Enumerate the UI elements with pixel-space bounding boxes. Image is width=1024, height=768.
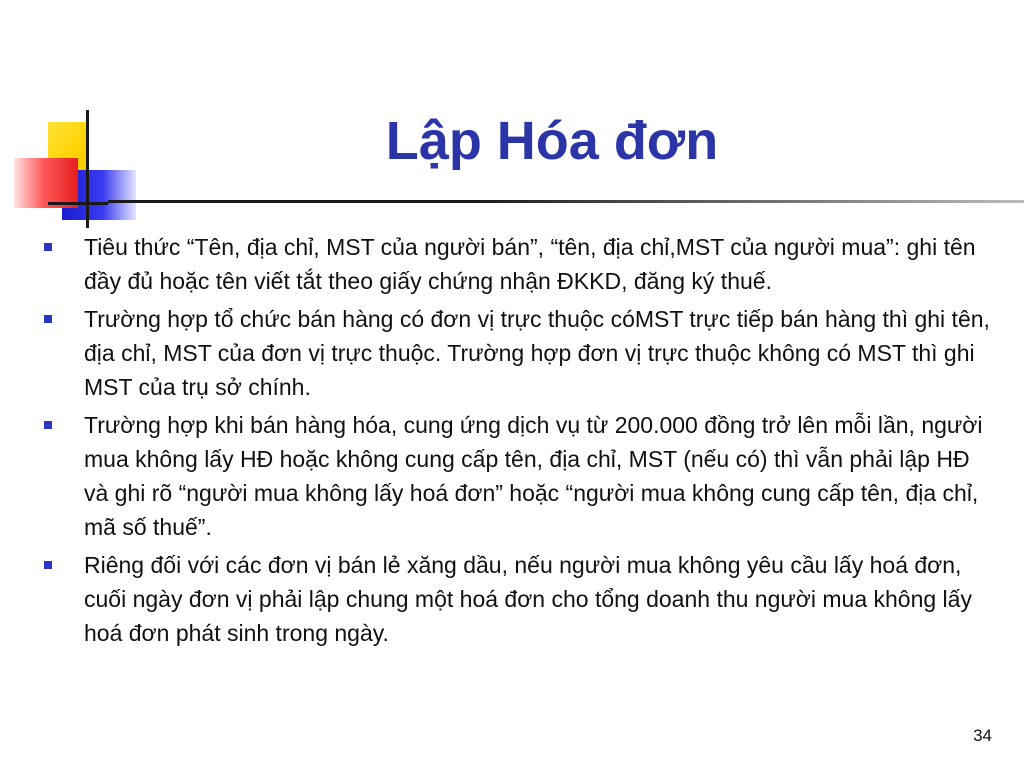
bullet-list [42,230,992,654]
square-bullet-icon [44,421,52,429]
slide-title: Lập Hóa đơn [385,111,719,171]
bullet-item [42,302,992,404]
square-bullet-icon [44,315,52,323]
square-bullet-icon [44,243,52,251]
bullet-text: Trường hợp tổ chức bán hàng có đơn vị trực thuộc cóMST trực tiếp bán hàng thì ghi tên, địa chỉ, MST của đơn vị trực thuộc. Trường hợp đơn vị trực thuộc không có MST thì ghi MST của trụ sở chính. [84,306,990,400]
bullet-item [42,548,992,650]
title-divider [108,200,1024,203]
page-number: 34 [973,726,992,745]
logo-horizontal-line [48,202,108,205]
bullet-text: Riêng đối với các đơn vị bán lẻ xăng dầu, nếu người mua không yêu cầu lấy hoá đơn, cuối ngày đơn vị phải lập chung một hoá đơn cho tổng doanh thu người mua không lấy hoá đơn phát sinh trong ngày. [84,552,972,646]
bullet-text: Trường hợp khi bán hàng hóa, cung ứng dịch vụ từ 200.000 đồng trở lên mỗi lần, người mua không lấy HĐ hoặc không cung cấp tên, địa chỉ, MST (nếu có) thì vẫn phải lập HĐ và ghi rõ “người mua không lấy hoá đơn” hoặc “người mua không cung cấp tên, địa chỉ, mã số thuế”. [84,412,983,540]
bullet-item [42,230,992,298]
square-bullet-icon [44,561,52,569]
bullet-item [42,408,992,544]
bullet-text: Tiêu thức “Tên, địa chỉ, MST của người bán”, “tên, địa chỉ,MST của người mua”: ghi tên đầy đủ hoặc tên viết tắt theo giấy chứng nhận ĐKKD, đăng ký thuế. [84,234,976,294]
